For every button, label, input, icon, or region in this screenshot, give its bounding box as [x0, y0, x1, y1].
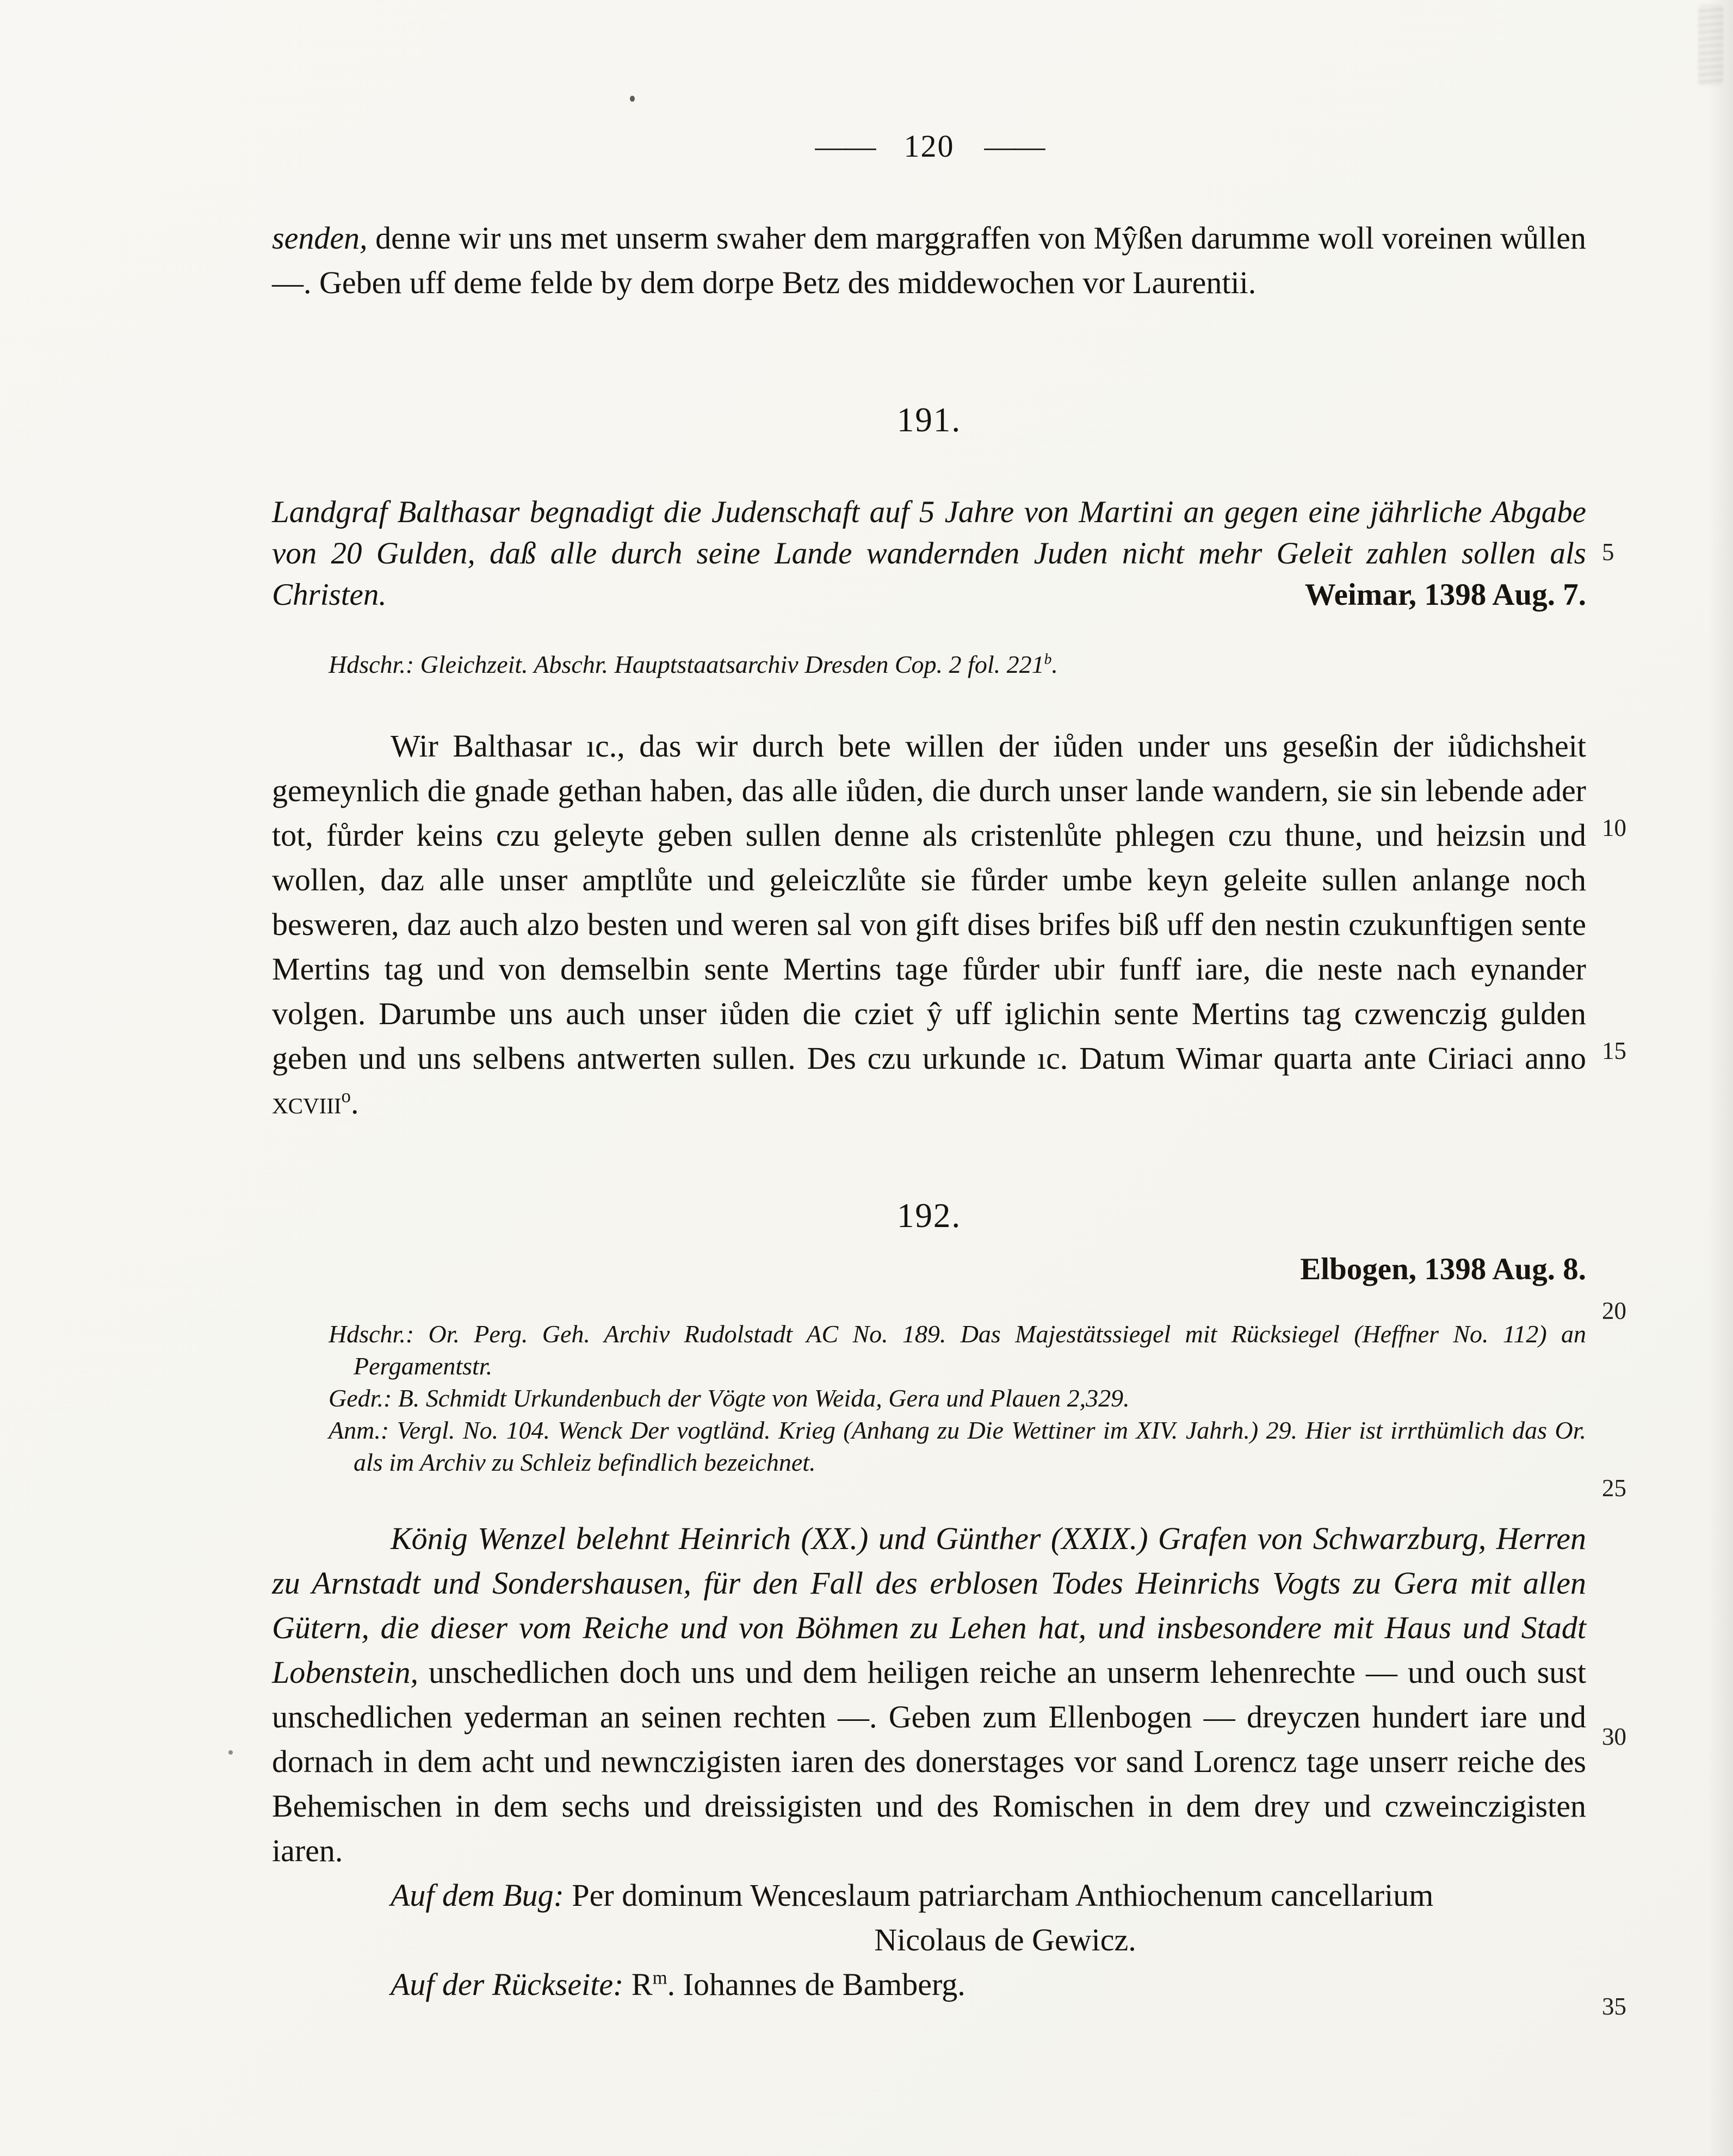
margin-line-number: 15: [1602, 1037, 1626, 1064]
entry-192-source-line: [272, 1318, 1586, 1382]
printed-label: Gedr.:: [329, 1384, 392, 1412]
entry-191-body-end: .: [350, 1085, 359, 1120]
entry-191-references: [272, 648, 1586, 680]
verso-superscript: m: [652, 1967, 667, 1988]
entry-191-heading: 191.: [896, 401, 962, 439]
entry-191-numeral-superscript: o: [341, 1085, 351, 1107]
entry-192-references: [272, 1318, 1586, 1478]
source-text: Gleichzeit. Abschr. Hauptstaatsarchiv Dresden Cop. 2 fol. 221: [414, 650, 1044, 678]
entry-192-regest-roman: unschedlichen doch uns und dem heiligen reiche an unserm lehenrechte — und ouch sust unschedlichen yederman an seinen rechten —. Geben zum Ellenbogen — dreyczen hundert iare und dornach in dem acht und newnczigisten iaren des donerstages vor sand Lorencz tage unserr reiche des Behemischen in dem sechs und dreissigisten und des Romischen in dem drey und czweinczigisten iaren.: [272, 1655, 1586, 1868]
page-number-rule-left: ——: [815, 128, 874, 164]
note-text: Vergl. No. 104. Wenck Der vogtländ. Krieg (Anhang zu Die Wettiner im XIV. Jahrh.) 29. Hier ist irrthümlich das Or. als im Archiv zu Schleiz befindlich bezeichnet.: [354, 1416, 1586, 1476]
source-end: .: [1051, 650, 1058, 678]
entry-192-chancery-name: Nicolaus de Gewicz.: [874, 1922, 1136, 1957]
source-text: Or. Perg. Geh. Archiv Rudolstadt AC No. 189. Das Majestätssiegel mit Rücksiegel (Heffner No. 112) an Pergamentstr.: [354, 1320, 1586, 1380]
margin-line-number: 35: [1602, 1993, 1626, 2020]
entry-192-dateline: Elbogen, 1398 Aug. 8.: [1300, 1252, 1586, 1286]
entry-192-verso-line: [272, 1962, 1586, 2007]
scan-speck: [228, 1750, 233, 1755]
note-label: Anm.:: [329, 1416, 389, 1444]
page-number-row: [272, 128, 1586, 164]
page-number-rule-right: ——: [984, 128, 1043, 164]
scan-artifact: [1698, 4, 1723, 86]
continuation-lead-word: senden,: [272, 220, 368, 256]
verso-r: R: [623, 1967, 653, 2002]
entry-191-source-line: [272, 648, 1586, 680]
continuation-text: denne wir uns met unserm swaher dem marggraffen von Mŷßen darumme woll voreinen wůllen —. Geben uff deme felde by dem dorpe Betz des middewochen vor Laurentii.: [272, 220, 1586, 300]
entry-192-body: [272, 1516, 1586, 1873]
source-label: Hdschr.:: [329, 650, 414, 678]
page-edge-shading: [1708, 0, 1733, 2156]
source-superscript: b: [1044, 650, 1052, 667]
entry-191-body-text: Wir Balthasar ıc., das wir durch bete willen der iůden under uns geseßin der iůdichsheit gemeynlich die gnade gethan haben, das alle iůden, die durch unser lande wandern, sie sin lebende ader tot, fůrder keins czu geleyte geben sullen denne als cristenlůte phlegen czu thune, und heizsin und wollen, daz alle unser amptlůte und geleiczlůte sie fůrder umbe keyn geleite sullen anlange noch besweren, daz auch alzo besten und weren sal von gift dises brifes biß uff den nestin czukunftigen sente Mertins tag und von demselbin sente Mertins tage fůrder ubir funff iare, die neste nach eynander volgen. Darumbe uns auch unser iůden die cziet ŷ uff iglichin sente Mertins tag czwenczig gulden geben und uns selbens antwerten sullen. Des czu urkunde ıc. Datum Wimar quarta ante Ciriaci anno: [272, 728, 1586, 1076]
text-block: [272, 0, 1586, 2007]
source-label: Hdschr.:: [329, 1320, 414, 1348]
entry-191-summary-text: Landgraf Balthasar begnadigt die Judenschaft auf 5 Jahre von Martini an gegen eine jährliche Abgabe von 20 Gulden, daß alle durch seine Lande wandernden Juden nicht mehr Geleit zahlen sollen als Christen.: [272, 495, 1586, 612]
verso-label: Auf der Rückseite:: [391, 1967, 624, 2002]
margin-line-number: 25: [1602, 1474, 1626, 1502]
entry-191-summary: [272, 492, 1586, 616]
entry-192-regest-italic: König Wenzel belehnt Heinrich (XX.) und Günther (XXIX.) Grafen von Schwarzburg, Herren zu Arnstadt und Sondershausen, für den Fall des erblosen Todes Heinrichs Vogts zu Gera mit allen Gütern, die dieser vom Reiche und von Böhmen zu Lehen hat, und insbesondere mit Haus und Stadt Lobenstein,: [272, 1521, 1586, 1690]
bug-label: Auf dem Bug:: [391, 1878, 564, 1913]
margin-line-number: 5: [1602, 538, 1614, 566]
printed-text: B. Schmidt Urkundenbuch der Vögte von Weida, Gera und Plauen 2,329.: [392, 1384, 1130, 1412]
entry-191-dateline: Weimar, 1398 Aug. 7.: [1304, 578, 1586, 612]
verso-text: . Iohannes de Bamberg.: [667, 1967, 965, 2002]
bug-text: Per dominum Wenceslaum patriarcham Anthiochenum cancellarium: [564, 1878, 1434, 1913]
margin-line-number: 20: [1602, 1297, 1626, 1324]
entry-191-roman-numeral: xcviii: [272, 1085, 342, 1120]
margin-line-number: 10: [1602, 814, 1626, 841]
page-number: 120: [903, 128, 955, 164]
margin-line-number: 30: [1602, 1723, 1626, 1750]
scan-speck: [630, 96, 635, 102]
entry-192-bug-line: [272, 1873, 1586, 1918]
entry-191-body: [272, 724, 1586, 1125]
entry-192-printed-line: [272, 1382, 1586, 1414]
entry-192-heading: 192.: [896, 1197, 962, 1235]
entry-192-note-line: [272, 1414, 1586, 1478]
continuation-paragraph: [272, 216, 1586, 305]
